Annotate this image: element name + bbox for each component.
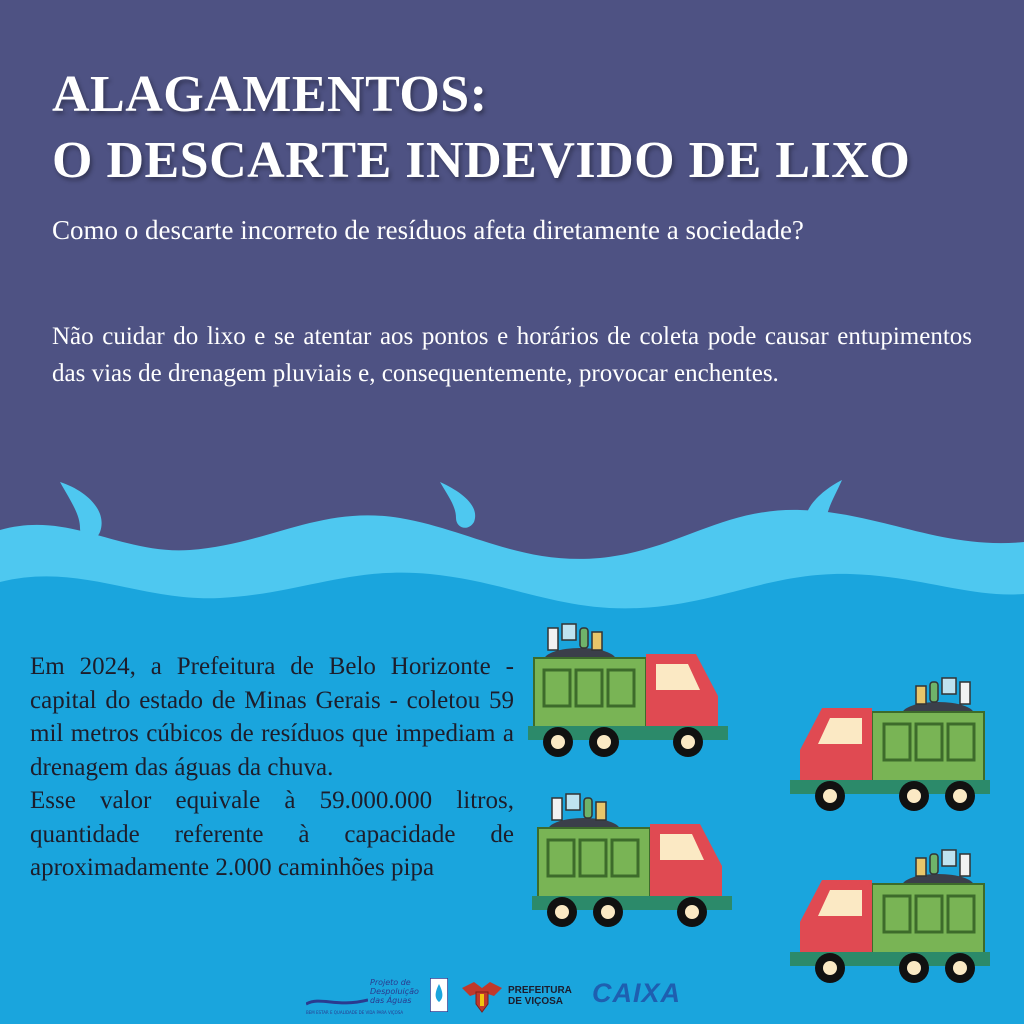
garbage-truck-icon (528, 624, 728, 757)
drop-badge-icon (430, 978, 448, 1012)
garbage-truck-icon (790, 678, 990, 811)
page-title (52, 62, 910, 194)
water-wave-logo-icon (306, 986, 368, 1008)
info-text-block (30, 650, 514, 885)
page-subtitle: Como o descarte incorreto de resíduos afeta diretamente a sociedade? (52, 215, 804, 245)
projeto-tagline: BEM ESTAR E QUALIDADE DE VIDA PARA VIÇOSA (306, 1010, 404, 1015)
garbage-truck-icon (532, 794, 732, 927)
intro-paragraph: Não cuidar do lixo e se atentar aos pontos e horários de coleta pode causar entupimentos das vias de drenagem pluviais e, consequentemente, provocar enchentes. (52, 323, 972, 387)
title-line-1: ALAGAMENTOS: (52, 66, 488, 123)
projeto-despoluicao-logo (306, 986, 368, 1012)
garbage-truck-icon (790, 850, 990, 983)
prefeitura-label: PREFEITURA DE VIÇOSA (508, 985, 572, 1007)
sponsor-logos (300, 972, 720, 1018)
coat-of-arms-icon (460, 978, 504, 1014)
info-paragraph-1: Em 2024, a Prefeitura de Belo Horizonte - capital do estado de Minas Gerais - coletou 59 mil metros cúbicos de resíduos que impediam a drenagem das águas da chuva. (30, 653, 514, 781)
drop-badge-logo (430, 978, 448, 1016)
caixa-logo: CAIXA (592, 978, 682, 1008)
projeto-label: Projeto de Despoluição das Águas (370, 978, 419, 1005)
title-line-2: O DESCARTE INDEVIDO DE LIXO (52, 132, 911, 189)
vicosa-coat-of-arms (460, 978, 504, 1018)
info-paragraph-2: Esse valor equivale à 59.000.000 litros, quantidade referente à capacidade de aproximadamente 2.000 caminhões pipa (30, 787, 514, 881)
garbage-trucks-illustration (520, 618, 1000, 998)
water-drop-icon (440, 482, 475, 528)
